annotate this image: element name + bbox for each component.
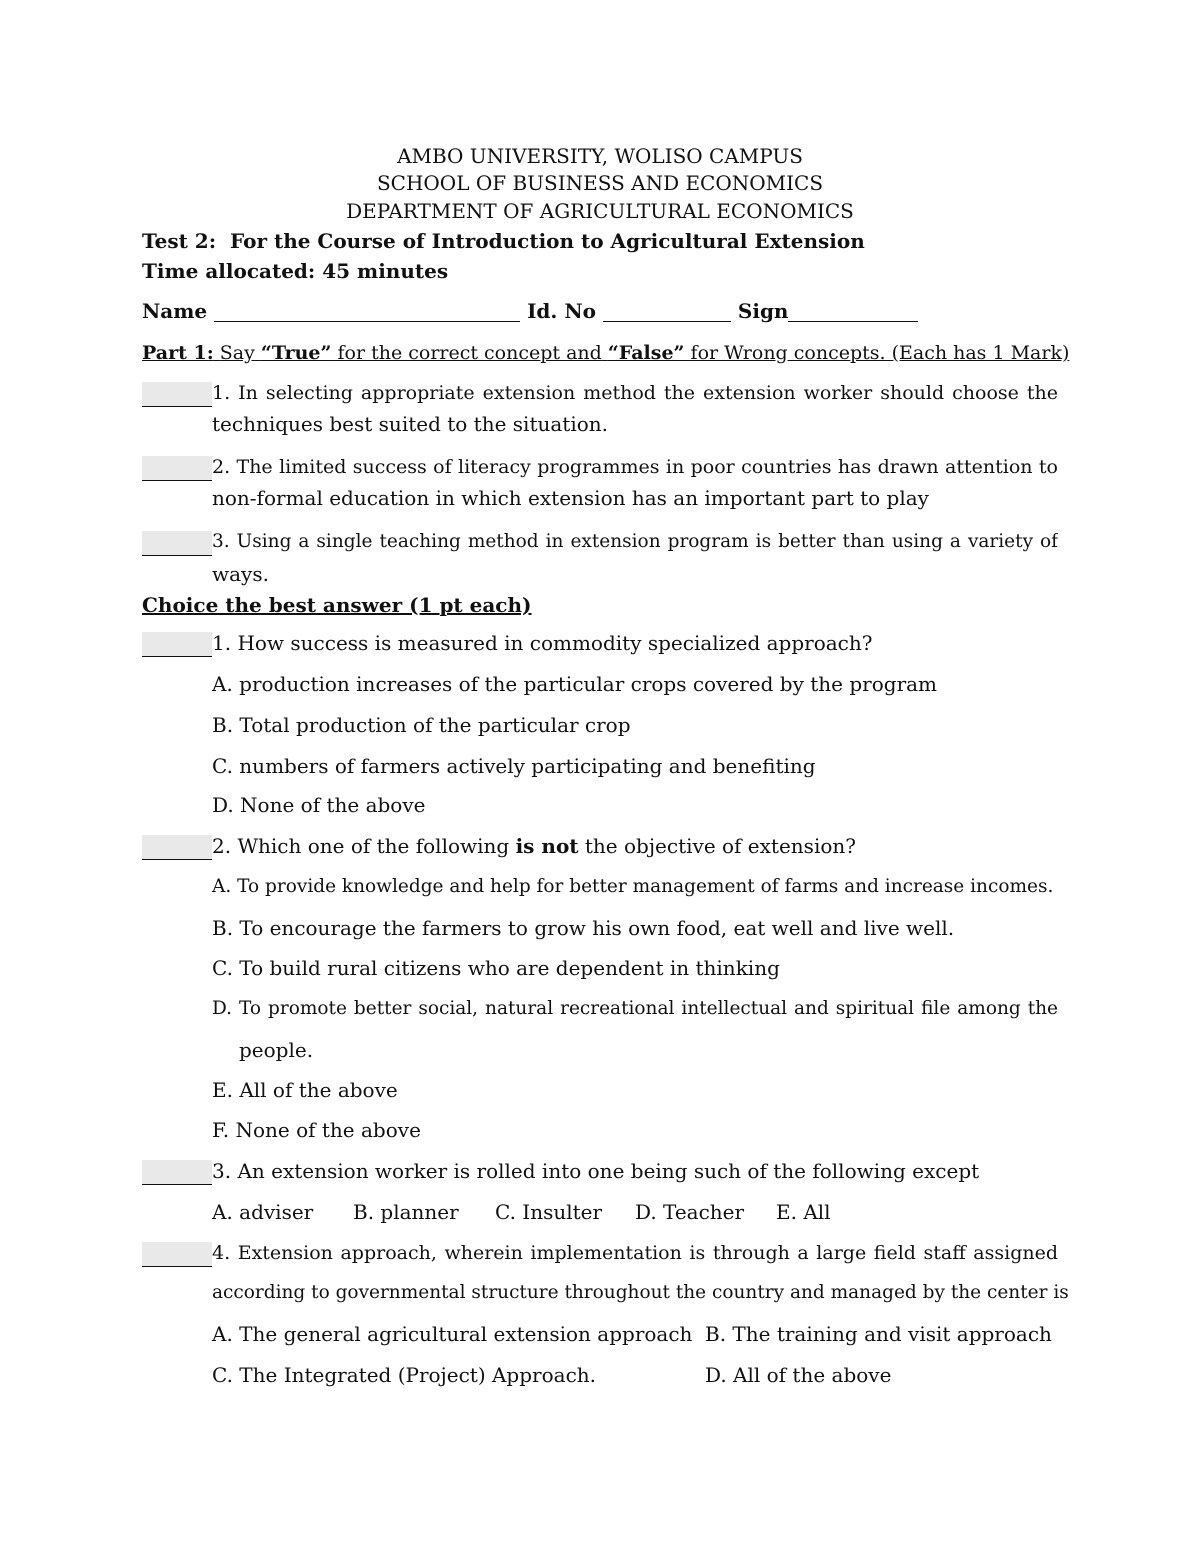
mc-2-option-d-line1[interactable]: D. To promote better social, natural recreational intellectual and spiritual file among the	[212, 998, 1058, 1019]
mc-2-pre: 2. Which one of the following	[212, 834, 510, 858]
mc-4-option-c[interactable]: C. The Integrated (Project) Approach.	[212, 1363, 597, 1387]
id-field[interactable]	[603, 299, 731, 322]
id-label: Id. No	[527, 299, 596, 323]
mc-3-option-a[interactable]: A. adviser	[212, 1200, 314, 1224]
false-word: “False”	[607, 342, 685, 364]
mc-3-option-d[interactable]: D. Teacher	[635, 1200, 745, 1224]
part1-mid: for the correct concept and	[337, 342, 602, 364]
university-title: AMBO UNIVERSITY, WOLISO CAMPUS	[397, 144, 803, 168]
tf-question-2-line2: non-formal education in which extension has an important part to play	[212, 486, 929, 510]
mc-2-option-e[interactable]: E. All of the above	[212, 1078, 398, 1102]
answer-blank-mc-2[interactable]	[142, 835, 212, 860]
answer-blank-tf-1[interactable]	[142, 382, 212, 407]
time-allocated: Time allocated: 45 minutes	[142, 259, 449, 283]
student-info-row	[142, 298, 918, 324]
mc-2-option-c[interactable]: C. To build rural citizens who are dependent in thinking	[212, 956, 780, 980]
mc-3-option-e[interactable]: E. All	[776, 1200, 831, 1224]
mc-4-option-d[interactable]: D. All of the above	[705, 1363, 892, 1387]
department-title: DEPARTMENT OF AGRICULTURAL ECONOMICS	[346, 199, 854, 223]
part1-label: Part 1:	[142, 342, 214, 364]
name-label: Name	[142, 299, 208, 323]
part1-say: Say	[219, 342, 255, 364]
mc-question-3: 3. An extension worker is rolled into one being such of the following except	[212, 1159, 980, 1183]
mc-2-option-a[interactable]: A. To provide knowledge and help for better management of farms and increase incomes.	[212, 876, 1054, 897]
true-word: “True”	[260, 342, 332, 364]
answer-blank-mc-3[interactable]	[142, 1160, 212, 1185]
mc-1-option-a[interactable]: A. production increases of the particular crops covered by the program	[212, 672, 938, 696]
answer-blank-mc-4[interactable]	[142, 1242, 212, 1267]
mc-question-4-line1: 4. Extension approach, wherein implementation is through a large field staff assigned	[212, 1242, 1058, 1264]
mc-2-option-d-line2: people.	[239, 1038, 314, 1062]
part1-tail: for Wrong concepts. (Each has 1 Mark)	[690, 342, 1070, 364]
mc-2-emphasis: is not	[515, 834, 579, 858]
tf-question-3-line2: ways.	[212, 562, 269, 586]
name-field[interactable]	[214, 299, 520, 322]
part2-heading: Choice the best answer (1 pt each)	[142, 593, 532, 617]
sign-field[interactable]	[788, 299, 918, 322]
answer-blank-tf-2[interactable]	[142, 456, 212, 481]
mc-4-option-b[interactable]: B. The training and visit approach	[705, 1322, 1052, 1346]
mc-4-option-a[interactable]: A. The general agricultural extension approach	[212, 1322, 693, 1346]
mc-question-4-line2: according to governmental structure throughout the country and managed by the center is	[212, 1282, 1069, 1303]
tf-question-1-line1: 1. In selecting appropriate extension method the extension worker should choose the	[212, 382, 1058, 404]
mc-question-2	[212, 833, 856, 859]
tf-question-1-line2: techniques best suited to the situation.	[212, 412, 609, 436]
mc-2-option-f[interactable]: F. None of the above	[212, 1118, 421, 1142]
part1-instructions	[142, 340, 1069, 366]
mc-2-post: the objective of extension?	[584, 834, 856, 858]
test-label: Test 2:	[142, 229, 217, 253]
mc-3-option-b[interactable]: B. planner	[353, 1200, 459, 1224]
answer-blank-tf-3[interactable]	[142, 531, 212, 556]
mc-question-1: 1. How success is measured in commodity specialized approach?	[212, 631, 873, 655]
answer-blank-mc-1[interactable]	[142, 632, 212, 657]
test-title	[142, 228, 865, 254]
mc-3-option-c[interactable]: C. Insulter	[495, 1200, 603, 1224]
sign-label: Sign	[737, 299, 789, 323]
course-name: For the Course of Introduction to Agricultural Extension	[230, 229, 865, 253]
tf-question-3-line1: 3. Using a single teaching method in extension program is better than using a variety of	[212, 531, 1058, 552]
tf-question-2-line1: 2. The limited success of literacy programmes in poor countries has drawn attention to	[212, 456, 1058, 478]
mc-1-option-b[interactable]: B. Total production of the particular crop	[212, 713, 631, 737]
mc-2-option-b[interactable]: B. To encourage the farmers to grow his own food, eat well and live well.	[212, 916, 955, 940]
mc-1-option-d[interactable]: D. None of the above	[212, 793, 426, 817]
mc-1-option-c[interactable]: C. numbers of farmers actively participating and benefiting	[212, 754, 816, 778]
school-title: SCHOOL OF BUSINESS AND ECONOMICS	[376, 171, 824, 195]
